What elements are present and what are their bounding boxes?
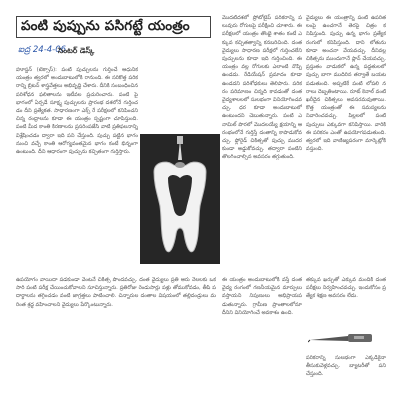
headline-box: [16, 16, 211, 38]
probe-handle-icon: [177, 136, 183, 144]
article-paragraph: మొదటిదశలో ప్రోటోటైప్ పరికరాన్ని పలువురు రోగులపై పరీక్షించి చూశారు. ఈ పరీక్షలలో యంత్రం తొంభై శాతం కంటే ఎక్కువ కచ్చితత్వాన్ని కనబరిచింది. దంత వైద్యులు సాధారణ పరీక్షలో గుర్తించలేని పుచ్చులను కూడా ఇది గుర్తించింది. ఈ యంత్రం వల్ల రోగులకు ఎలాంటి నొప్పి ఉండదు. రేడియేషన్ ప్రమాదం కూడా ఉండదని పరిశోధకులు తెలిపారు. పరికరం పరిమాణం చిన్నది కావడంతో దంత వైద్యశాలలలో సులభంగా వినియోగించవచ్చు. ధర కూడా అందుబాటులో ఉంటుందని చెబుతున్నారు. పంటి ఎనామిల్ పొరలో మొదలయ్యే క్షయాన్ని ఆరంభంలోనే గుర్తిస్తే దంతాన్ని కాపాడుకోవచ్చు. ఫ్లోరైడ్ చికిత్సతో పుచ్చు ముదరకుండా అడ్డుకోవచ్చు. తద్వారా పంటిని తొలగించాల్సిన అవసరం తగ్గుతుంది.: [222, 15, 302, 161]
article-column-7: [306, 354, 386, 386]
article-paragraph: ఈ యంత్రం అందుబాటులోకి వస్తే దంత వైద్య రంగంలో గణనీయమైన మార్పులు వస్తాయని నిపుణులు అభిప్రాయపడుతున్నారు. గ్రామీణ ప్రాంతాలలోనూ దీనిని వినియోగించే అవకాశం ఉంది.: [222, 277, 302, 316]
tooth-diagram: [140, 134, 220, 264]
article-column-2: [222, 14, 302, 276]
article-paragraph: హూస్టన్ (టెక్సాస్): పంటి పుచ్చులను గుర్తించే ఆధునిక యంత్రం త్వరలో అందుబాటులోకి రానుంది. ఈ సరికొత్త పరికరాన్ని బ్రిటన్ శాస్త్రవేత్తలు అభివృద్ధి చేశారు. దీనికి సంబంధించిన పరిశోధన ఫలితాలను ఇటీవల ప్రచురించారు. పంటి పై భాగంలో ఏర్పడే సూక్ష్మ పుచ్చులను ప్రారంభ దశలోనే గుర్తించడం దీని ప్రత్యేకత. సాధారణంగా ఎక్స్ రే పరీక్షలలో కనిపించని చిన్న రంధ్రాలను కూడా ఈ యంత్రం స్పష్టంగా చూపిస్తుంది. పంటి మీద కాంతి కిరణాలను ప్రసరింపజేసి వాటి ప్రతిఫలనాన్ని విశ్లేషించడం ద్వారా ఇది పని చేస్తుంది. పుచ్చు పట్టిన భాగం నుంచి వచ్చే కాంతి ఆరోగ్యవంతమైన భాగం కంటే భిన్నంగా ఉంటుంది. దీని ఆధారంగా పుచ్చును కచ్చితంగా గుర్తిస్తారు.: [16, 67, 138, 156]
article-column-1: [16, 66, 138, 272]
article-paragraph: ఉపయోగం వాయిదా పడకుండా వెంటనే చికిత్స పొందవచ్చు. దంత వైద్యులు ప్రతి ఆరు నెలలకు ఒకసారి పంటి పరీక్ష చేయించుకోవాలని సూచిస్తున్నారు. ప్రతిరోజు రెండుసార్లు పళ్లు తోముకోవడం, తీపి పదార్థాలను తగ్గించడం వంటి జాగ్రత్తలు పాటించాలి. చిన్నారుల దంతాల విషయంలో తల్లిదండ్రులు మరింత శ్రద్ధ వహించాలని వైద్యులు పేర్కొంటున్నారు.: [16, 277, 216, 308]
handwritten-date-stamp: ఐద్ర 24-4-06: [18, 45, 67, 55]
article-column-3: [306, 14, 386, 276]
cavity-spot-icon: [175, 162, 185, 168]
article-paragraph: తక్కువ ఖర్చుతో ఎక్కువ మందికి దంత పరీక్షలు నిర్వహించవచ్చు. ఇందుకోసం ప్రత్యేక శిక్షణ అవసరం లేదు.: [306, 277, 386, 300]
headline: పంటి పుప్పును పసిగట్టే యంత్రం: [21, 18, 190, 34]
article-column-6: [306, 276, 386, 324]
article-paragraph: పరికరాన్ని సులభంగా ఎక్కడికైనా తీసుకువెళ్లవచ్చు. బ్యాటరీతో పని చేస్తుంది.: [306, 355, 386, 378]
dental-probe-device-icon: [308, 326, 378, 350]
tooth-cross-section-icon: [140, 134, 220, 264]
byline: సెంటర్ డెస్క్: [58, 46, 95, 55]
article-column-5: [222, 276, 302, 386]
article-paragraph: వైద్యులు ఈ యంత్రాన్ని పంటి ఉపరితలంపై ఉంచగానే తెరపై చిత్రం కనిపిస్తుంది. పుచ్చు ఉన్న భాగం ప్రత్యేక రంగులో కనిపిస్తుంది. దాని లోతును కూడా అంచనా వేయవచ్చు. దీనివల్ల చికిత్సను ముందుగానే ప్లాన్ చేయవచ్చు. ప్రస్తుతం వాడుకలో ఉన్న పద్ధతులలో పుచ్చు బాగా ముదిరిన తర్వాతే బయటపడుతుంది. అప్పటికే పంటి లోపలి నరాలు దెబ్బతింటాయి. రూట్ కెనాల్ వంటి ఖరీదైన చికిత్సలు అవసరమవుతాయి. కొత్త యంత్రంతో ఈ సమస్యలను నివారించవచ్చు. పిల్లలలో పంటి పుచ్చులు ఎక్కువగా కనిపిస్తాయి. వారికి ఈ పరికరం ఎంతో ఉపయోగపడుతుంది. త్వరలో ఇది వాణిజ్యపరంగా మార్కెట్లోకి వస్తుంది.: [306, 15, 386, 153]
dental-device-illustration: [308, 326, 378, 350]
dateline: [18, 45, 218, 61]
article-column-4: [16, 276, 216, 386]
newspaper-clipping: [14, 14, 386, 384]
